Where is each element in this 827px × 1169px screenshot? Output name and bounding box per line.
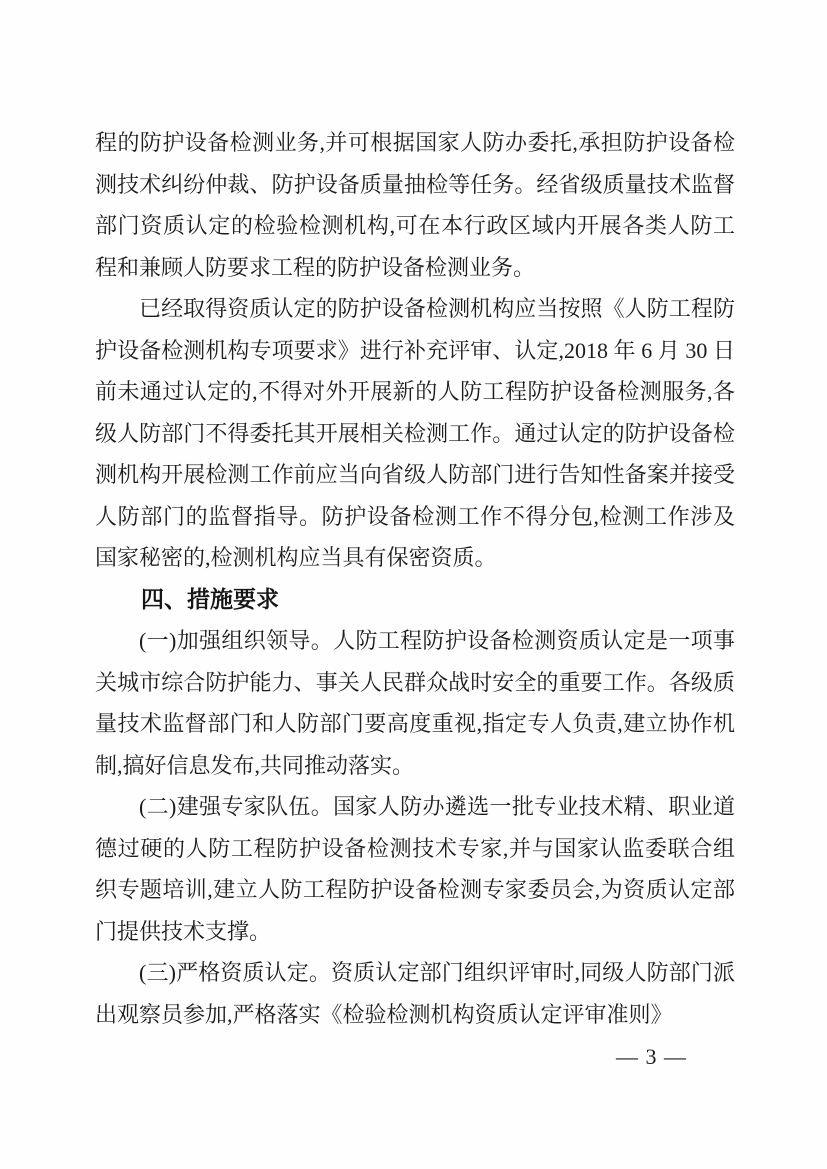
item-3-text: 资质认定部门组织评审时,同级人防部门派出观察员参加,严格落实《检验检测机构资质认定评审准则》	[95, 960, 735, 1027]
item-1-lead: (一)加强组织领导。	[139, 628, 334, 653]
paragraph-item-3	[95, 952, 735, 1035]
item-1-text: 人防工程防护设备检测资质认定是一项事关城市综合防护能力、事关人民群众战时安全的重要工作。各级质量技术监督部门和人防部门要高度重视,指定专人负责,建立协作机制,搞好信息发布,共同推动落实。	[95, 628, 735, 778]
document-body	[95, 122, 735, 1035]
item-2-text: 国家人防办遴选一批专业技术精、职业道德过硬的人防工程防护设备检测技术专家,并与国家认监委联合组织专题培训,建立人防工程防护设备检测专家委员会,为资质认定部门提供技术支撑。	[95, 794, 735, 944]
page-number: — 3 —	[616, 1044, 687, 1069]
paragraph-item-1	[95, 620, 735, 786]
item-3-lead: (三)严格资质认定。	[139, 960, 332, 985]
section-heading: 四、措施要求	[141, 585, 279, 612]
paragraph-item-2	[95, 786, 735, 952]
paragraph-certification: 已经取得资质认定的防护设备检测机构应当按照《人防工程防护设备检测机构专项要求》进行补充评审、认定,2018 年 6 月 30 日前未通过认定的,不得对外开展新的人防工程防护设备检测服务,各级人防部门不得委托其开展相关检测工作。通过认定的防护设备检测机构开展检测工作前应当向省级人防部门进行告知性备案并接受人防部门的监督指导。防护设备检测工作不得分包,检测工作涉及国家秘密的,检测机构应当具有保密资质。	[95, 296, 735, 570]
item-2-lead: (二)建强专家队伍。	[139, 794, 334, 819]
paragraph-continuation: 程的防护设备检测业务,并可根据国家人防办委托,承担防护设备检测技术纠纷仲裁、防护设备质量抽检等任务。经省级质量技术监督部门资质认定的检验检测机构,可在本行政区域内开展各类人防工程和兼顾人防要求工程的防护设备检测业务。	[95, 130, 735, 280]
